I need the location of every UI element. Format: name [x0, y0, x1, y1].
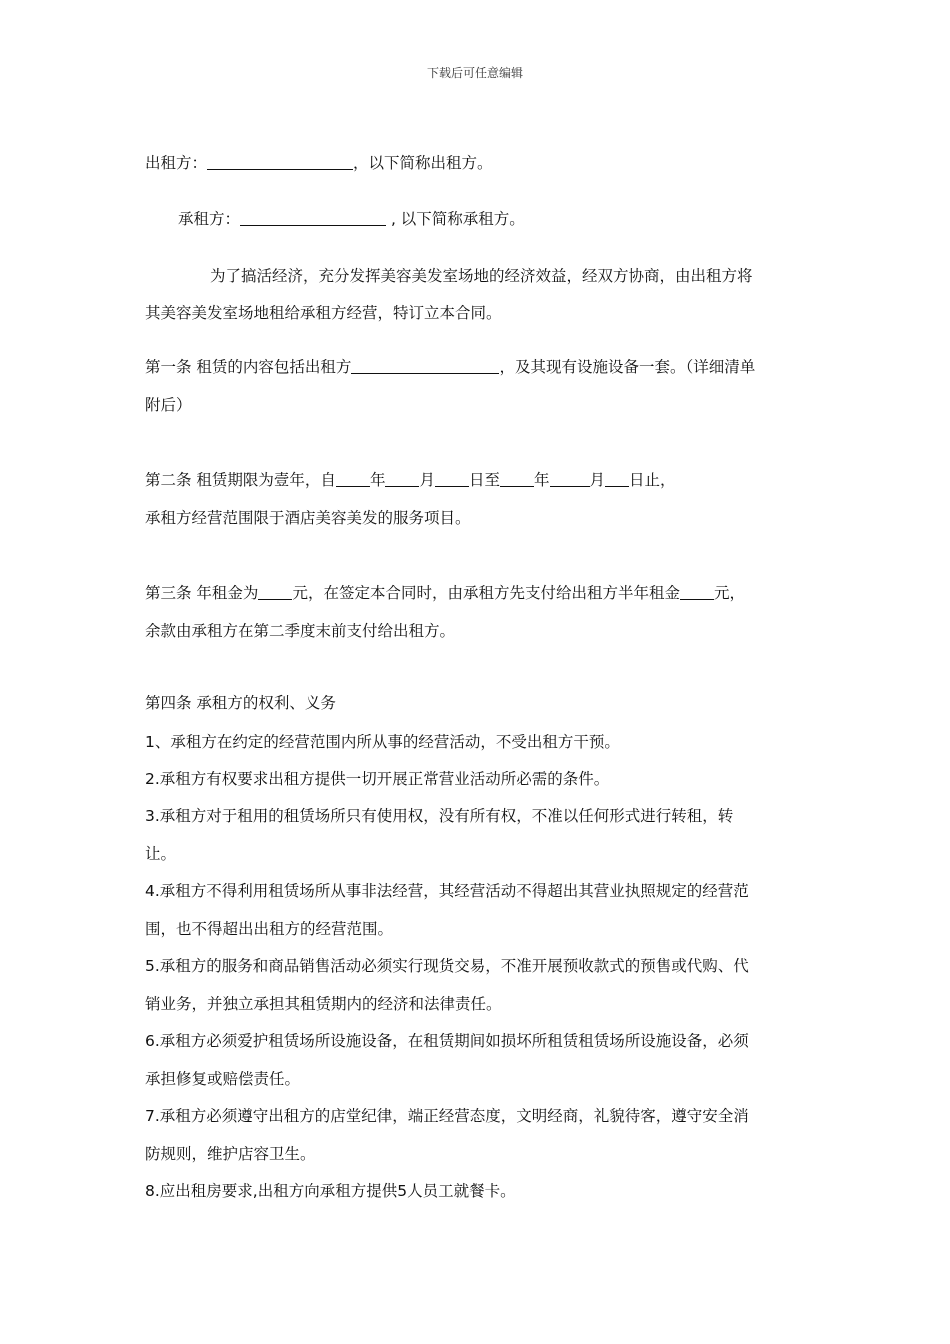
article-4-line: 7.承租方必须遵守出租方的店堂纪律，端正经营态度，文明经商，礼貌待客，遵守安全消 [145, 1107, 749, 1125]
date-blank [605, 470, 629, 487]
lessor-line: 出租方： ，以下简称出租方。 [145, 154, 493, 172]
article-3-line: 第三条 年租金为 元，在签定本合同时，由承租方先支付给出租方半年租金 元， [145, 584, 745, 602]
article-4-line: 防规则，维护店容卫生。 [145, 1145, 316, 1163]
article-4-line: 1、承租方在约定的经营范围内所从事的经营活动，不受出租方干预。 [145, 733, 620, 751]
lessor-blank [207, 153, 353, 170]
article-4-title: 第四条 承租方的权利、义务 [145, 694, 336, 712]
rent-blank [258, 583, 292, 600]
article-3-line2: 余款由承租方在第二季度末前支付给出租方。 [145, 622, 456, 640]
article-1-line2: 附后） [145, 396, 192, 414]
lessee-line: 承租方： , 以下简称承租方。 [178, 210, 525, 228]
article-4-line: 围，也不得超出出租方的经营范围。 [145, 920, 394, 938]
article-1-line: 第一条 租赁的内容包括出租方 ，及其现有设施设备一套。（详细清单 [145, 358, 756, 376]
article-4-line: 6.承租方必须爱护租赁场所设施设备，在租赁期间如损坏所租赁租赁场所设施设备，必须 [145, 1032, 749, 1050]
date-blank [500, 470, 534, 487]
article-2-line2: 承租方经营范围限于酒店美容美发的服务项目。 [145, 509, 471, 527]
date-blank [435, 470, 469, 487]
article-4-line: 2.承租方有权要求出租方提供一切开展正常营业活动所必需的条件。 [145, 770, 610, 788]
date-blank [550, 470, 590, 487]
lessee-blank [240, 209, 386, 226]
page-header: 下载后可任意编辑 [426, 66, 523, 80]
rent-blank [680, 583, 714, 600]
article-4-line: 5.承租方的服务和商品销售活动必须实行现货交易，不准开展预收款式的预售或代购、代 [145, 957, 749, 975]
article-4-line: 让。 [145, 845, 177, 863]
article-4-line: 承担修复或赔偿责任。 [145, 1070, 301, 1088]
date-blank [385, 470, 419, 487]
article-4-line: 4.承租方不得利用租赁场所从事非法经营，其经营活动不得超出其营业执照规定的经营范 [145, 882, 749, 900]
article-4-line: 3.承租方对于租用的租赁场所只有使用权，没有所有权，不准以任何形式进行转租，转 [145, 807, 734, 825]
date-blank [336, 470, 370, 487]
article-4-line: 8.应出租房要求,出租方向承租方提供5人员工就餐卡。 [145, 1182, 516, 1200]
article-1-blank [351, 357, 499, 374]
article-2-line: 第二条 租赁期限为壹年，自 年 月 日至 年 月 日止， [145, 471, 676, 489]
article-4-line: 销业务，并独立承担其租赁期内的经济和法律责任。 [145, 995, 502, 1013]
preamble-line: 其美容美发室场地租给承租方经营，特订立本合同。 [145, 304, 502, 322]
preamble-line: 为了搞活经济，充分发挥美容美发室场地的经济效益，经双方协商，由出租方将 [210, 267, 753, 285]
